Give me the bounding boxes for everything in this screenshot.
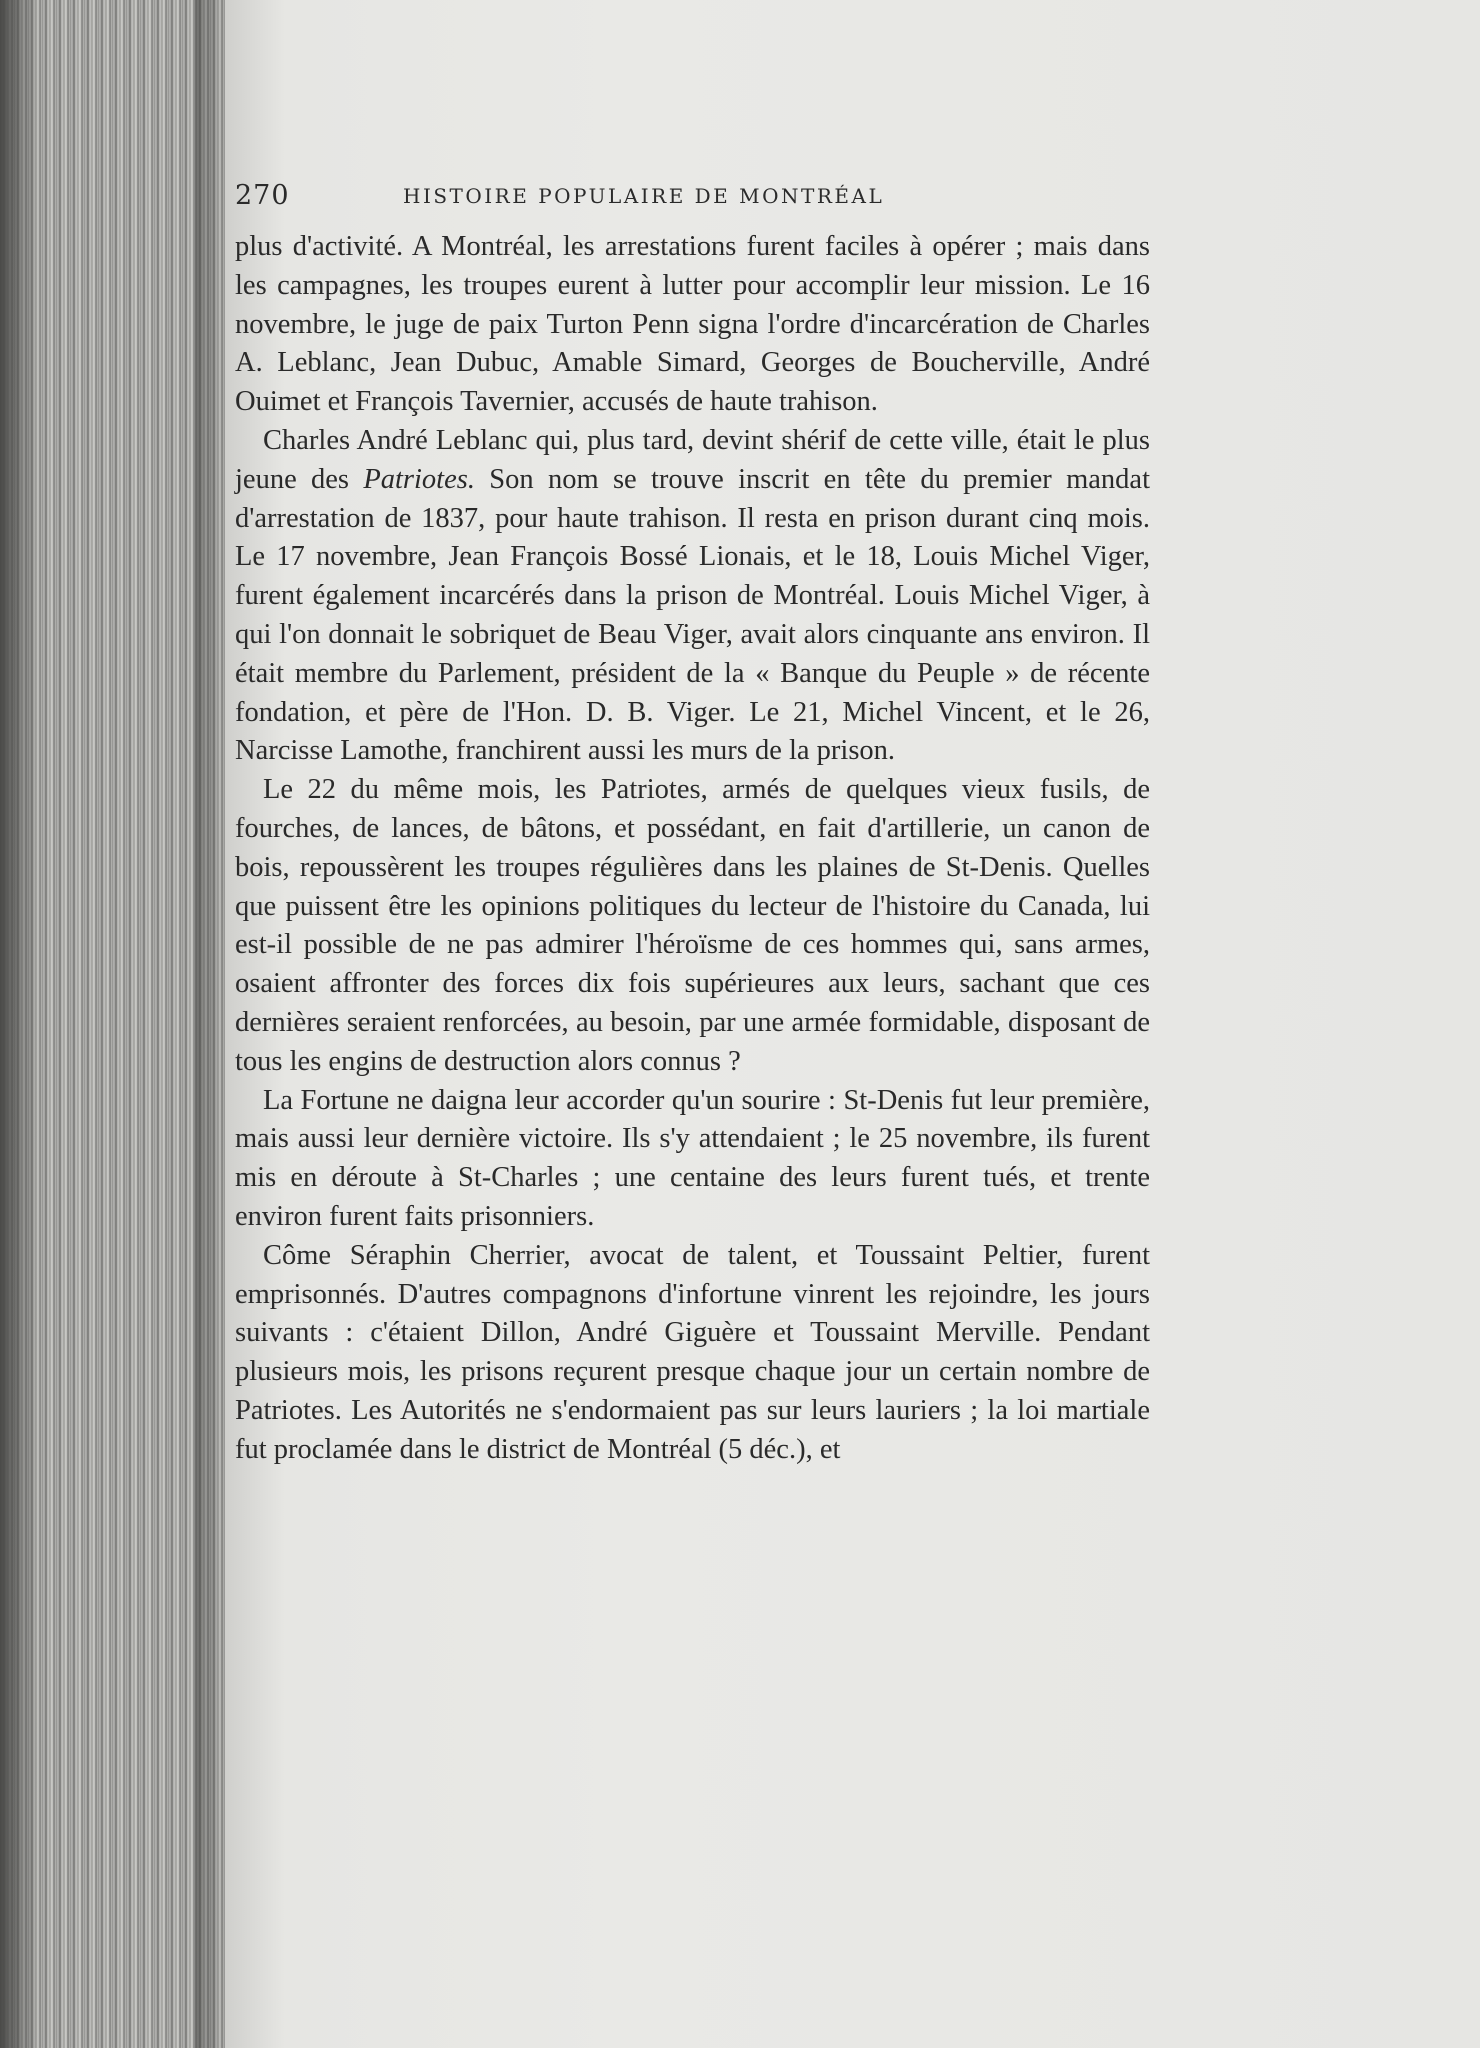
paragraph-2 <box>235 422 1150 771</box>
paragraph-2-text-after: Son nom se trouve inscrit en tête du premier mandat d'arrestation de 1837, pour haute trahison. Il resta en prison durant cinq mois. Le 17 novembre, Jean François Bossé Lionais, et le 18, Louis Michel Viger, furent également incarcérés dans la prison de Montréal. Louis Michel Viger, à qui l'on donnait le sobriquet de Beau Viger, avait alors cinquante ans environ. Il était membre du Parlement, président de la « Banque du Peuple » de récente fondation, et père de l'Hon. D. B. Viger. Le 21, Michel Vincent, et le 26, Narcisse Lamothe, franchirent aussi les murs de la prison. <box>235 463 1150 767</box>
paragraph-4: La Fortune ne daigna leur accorder qu'un sourire : St-Denis fut leur première, mais aussi leur dernière victoire. Ils s'y attendaient ; le 25 novembre, ils furent mis en déroute à St-Charles ; une centaine des leurs furent tués, et trente environ furent faits prisonniers. <box>235 1084 1150 1232</box>
paragraph-5: Côme Séraphin Cherrier, avocat de talent, et Toussaint Peltier, furent emprisonnés. D'autres compagnons d'infortune vinrent les rejoindre, les jours suivants : c'étaient Dillon, André Giguère et Toussaint Merville. Pendant plusieurs mois, les prisons reçurent presque chaque jour un certain nombre de Patriotes. Les Autorités ne s'endormaient pas sur leurs lauriers ; la loi martiale fut proclamée dans le district de Montréal (5 déc.), et <box>235 1239 1150 1465</box>
body-text <box>235 228 1150 1470</box>
page-number: 270 <box>235 180 290 211</box>
paragraph-2-text-before: Charles André Leblanc qui, plus tard, devint shérif de cette ville, était le plus jeune des <box>235 424 1150 495</box>
running-head <box>235 180 1190 220</box>
paragraph-2-emphasis: Patriotes. <box>363 463 475 495</box>
spine-shadow <box>0 0 40 2048</box>
running-title: HISTOIRE POPULAIRE DE MONTRÉAL <box>403 184 885 208</box>
paragraph-3: Le 22 du même mois, les Patriotes, armés de quelques vieux fusils, de fourches, de lances, de bâtons, et possédant, en fait d'artillerie, un canon de bois, repoussèrent les troupes régulières dans les plaines de St-Denis. Quelles que puissent être les opinions politiques du lecteur de l'histoire du Canada, lui est-il possible de ne pas admirer l'héroïsme de ces hommes qui, sans armes, osaient affronter des forces dix fois supérieures aux leurs, sachant que ces dernières seraient renforcées, au besoin, par une armée formidable, disposant de tous les engins de destruction alors connus ? <box>235 774 1150 1077</box>
paragraph-1: plus d'activité. A Montréal, les arrestations furent faciles à opérer ; mais dans les campagnes, les troupes eurent à lutter pour accomplir leur mission. Le 16 novembre, le juge de paix Turton Penn signa l'ordre d'incarcération de Charles A. Leblanc, Jean Dubuc, Amable Simard, Georges de Boucherville, André Ouimet et François Tavernier, accusés de haute trahison. <box>235 231 1150 418</box>
